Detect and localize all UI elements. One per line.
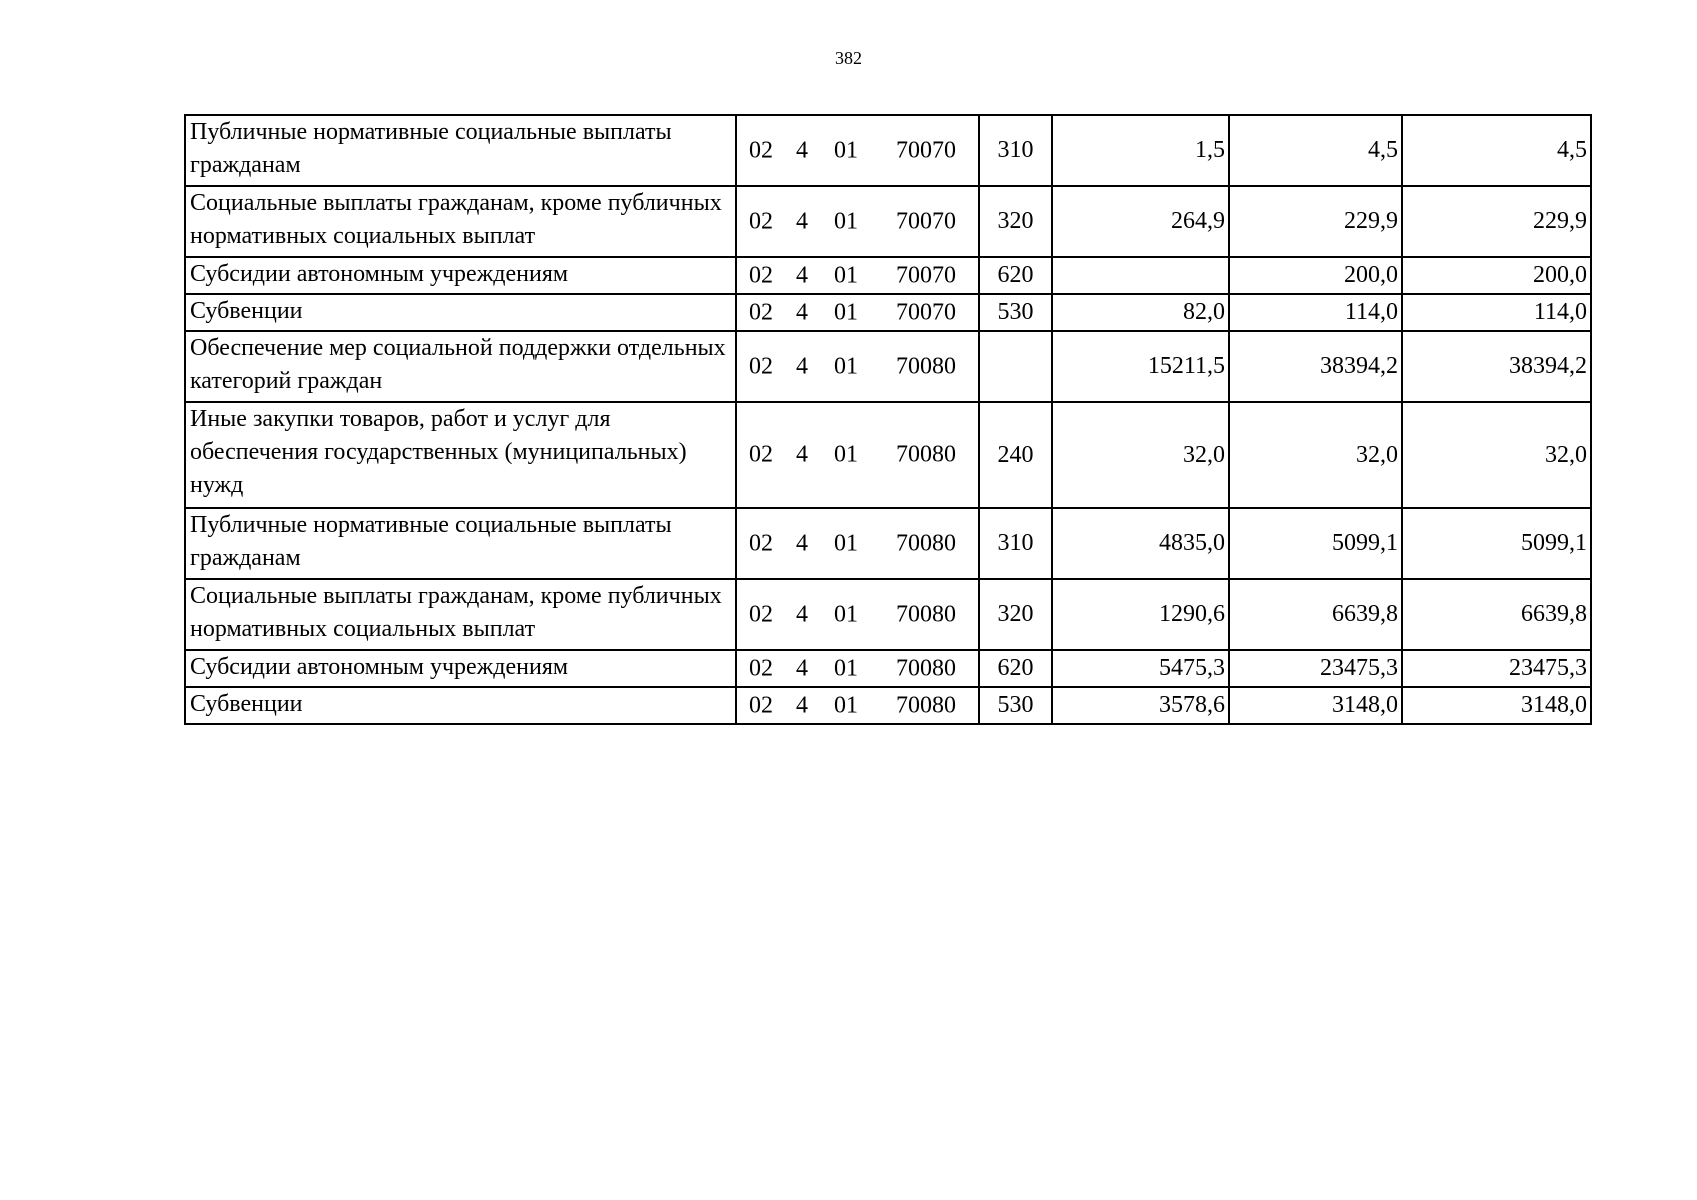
budget-table <box>184 114 1592 725</box>
row-name: Социальные выплаты гражданам, кроме публичных нормативных социальных выплат <box>185 186 736 257</box>
row-value-2: 5099,1 <box>1229 508 1402 579</box>
code-subprogram: 4 <box>796 692 808 718</box>
row-expense-type: 620 <box>979 650 1052 687</box>
row-value-3: 23475,3 <box>1402 650 1591 687</box>
row-value-1: 1290,6 <box>1052 579 1229 650</box>
code-program: 02 <box>749 299 773 325</box>
row-value-1 <box>1052 257 1229 294</box>
row-code <box>736 257 979 294</box>
row-expense-type: 530 <box>979 294 1052 331</box>
code-direction: 70080 <box>896 601 956 627</box>
table-row <box>185 257 1591 294</box>
row-value-3: 5099,1 <box>1402 508 1591 579</box>
row-name: Субвенции <box>185 687 736 724</box>
row-value-3: 3148,0 <box>1402 687 1591 724</box>
row-expense-type: 320 <box>979 186 1052 257</box>
row-value-1: 15211,5 <box>1052 331 1229 402</box>
row-value-2: 3148,0 <box>1229 687 1402 724</box>
code-direction: 70080 <box>896 353 956 379</box>
row-value-1: 264,9 <box>1052 186 1229 257</box>
code-program: 02 <box>749 262 773 288</box>
row-value-2: 200,0 <box>1229 257 1402 294</box>
code-subprogram: 4 <box>796 441 808 468</box>
row-value-2: 114,0 <box>1229 294 1402 331</box>
row-value-3: 200,0 <box>1402 257 1591 294</box>
code-subprogram: 4 <box>796 353 808 379</box>
table-row <box>185 294 1591 331</box>
code-direction: 70070 <box>896 262 956 288</box>
row-value-2: 32,0 <box>1229 402 1402 508</box>
row-name: Субсидии автономным учреждениям <box>185 650 736 687</box>
row-value-1: 3578,6 <box>1052 687 1229 724</box>
code-direction: 70070 <box>896 137 956 163</box>
row-value-1: 1,5 <box>1052 115 1229 186</box>
row-code <box>736 402 979 508</box>
row-expense-type: 620 <box>979 257 1052 294</box>
code-direction: 70080 <box>896 692 956 718</box>
row-code <box>736 294 979 331</box>
row-code <box>736 115 979 186</box>
code-subprogram: 4 <box>796 601 808 627</box>
row-code <box>736 687 979 724</box>
row-value-1: 4835,0 <box>1052 508 1229 579</box>
row-code <box>736 186 979 257</box>
row-name: Иные закупки товаров, работ и услуг для обеспечения государственных (муниципальных) нужд <box>185 402 736 508</box>
code-event: 01 <box>834 655 858 681</box>
row-value-1: 5475,3 <box>1052 650 1229 687</box>
code-program: 02 <box>749 137 773 163</box>
row-name: Публичные нормативные социальные выплаты гражданам <box>185 508 736 579</box>
row-value-2: 229,9 <box>1229 186 1402 257</box>
table-row <box>185 650 1591 687</box>
code-subprogram: 4 <box>796 137 808 163</box>
code-event: 01 <box>834 441 858 468</box>
code-subprogram: 4 <box>796 262 808 288</box>
code-event: 01 <box>834 353 858 379</box>
code-program: 02 <box>749 692 773 718</box>
code-direction: 70070 <box>896 208 956 234</box>
row-value-3: 32,0 <box>1402 402 1591 508</box>
table-row <box>185 331 1591 402</box>
code-direction: 70080 <box>896 441 956 468</box>
row-value-3: 4,5 <box>1402 115 1591 186</box>
row-value-3: 114,0 <box>1402 294 1591 331</box>
code-event: 01 <box>834 137 858 163</box>
row-expense-type: 320 <box>979 579 1052 650</box>
code-program: 02 <box>749 601 773 627</box>
code-event: 01 <box>834 692 858 718</box>
code-program: 02 <box>749 353 773 379</box>
row-expense-type: 310 <box>979 508 1052 579</box>
row-name: Субвенции <box>185 294 736 331</box>
code-program: 02 <box>749 208 773 234</box>
table-row <box>185 115 1591 186</box>
row-expense-type: 240 <box>979 402 1052 508</box>
row-value-3: 6639,8 <box>1402 579 1591 650</box>
table-row <box>185 687 1591 724</box>
row-value-1: 32,0 <box>1052 402 1229 508</box>
code-subprogram: 4 <box>796 530 808 556</box>
code-direction: 70080 <box>896 655 956 681</box>
code-event: 01 <box>834 601 858 627</box>
row-code <box>736 508 979 579</box>
code-event: 01 <box>834 299 858 325</box>
row-value-2: 23475,3 <box>1229 650 1402 687</box>
row-name: Социальные выплаты гражданам, кроме публичных нормативных социальных выплат <box>185 579 736 650</box>
row-value-3: 38394,2 <box>1402 331 1591 402</box>
row-value-1: 82,0 <box>1052 294 1229 331</box>
code-subprogram: 4 <box>796 208 808 234</box>
row-name: Субсидии автономным учреждениям <box>185 257 736 294</box>
code-event: 01 <box>834 208 858 234</box>
code-program: 02 <box>749 441 773 468</box>
code-direction: 70070 <box>896 299 956 325</box>
code-event: 01 <box>834 530 858 556</box>
row-expense-type: 530 <box>979 687 1052 724</box>
code-program: 02 <box>749 655 773 681</box>
row-name: Публичные нормативные социальные выплаты гражданам <box>185 115 736 186</box>
table-row <box>185 508 1591 579</box>
row-name: Обеспечение мер социальной поддержки отдельных категорий граждан <box>185 331 736 402</box>
row-value-2: 4,5 <box>1229 115 1402 186</box>
row-expense-type <box>979 331 1052 402</box>
code-subprogram: 4 <box>796 299 808 325</box>
row-code <box>736 331 979 402</box>
row-value-2: 38394,2 <box>1229 331 1402 402</box>
code-direction: 70080 <box>896 530 956 556</box>
table-row <box>185 402 1591 508</box>
code-program: 02 <box>749 530 773 556</box>
row-code <box>736 650 979 687</box>
row-value-3: 229,9 <box>1402 186 1591 257</box>
row-value-2: 6639,8 <box>1229 579 1402 650</box>
page-number: 382 <box>835 48 862 68</box>
code-event: 01 <box>834 262 858 288</box>
row-code <box>736 579 979 650</box>
table-row <box>185 186 1591 257</box>
row-expense-type: 310 <box>979 115 1052 186</box>
code-subprogram: 4 <box>796 655 808 681</box>
table-row <box>185 579 1591 650</box>
